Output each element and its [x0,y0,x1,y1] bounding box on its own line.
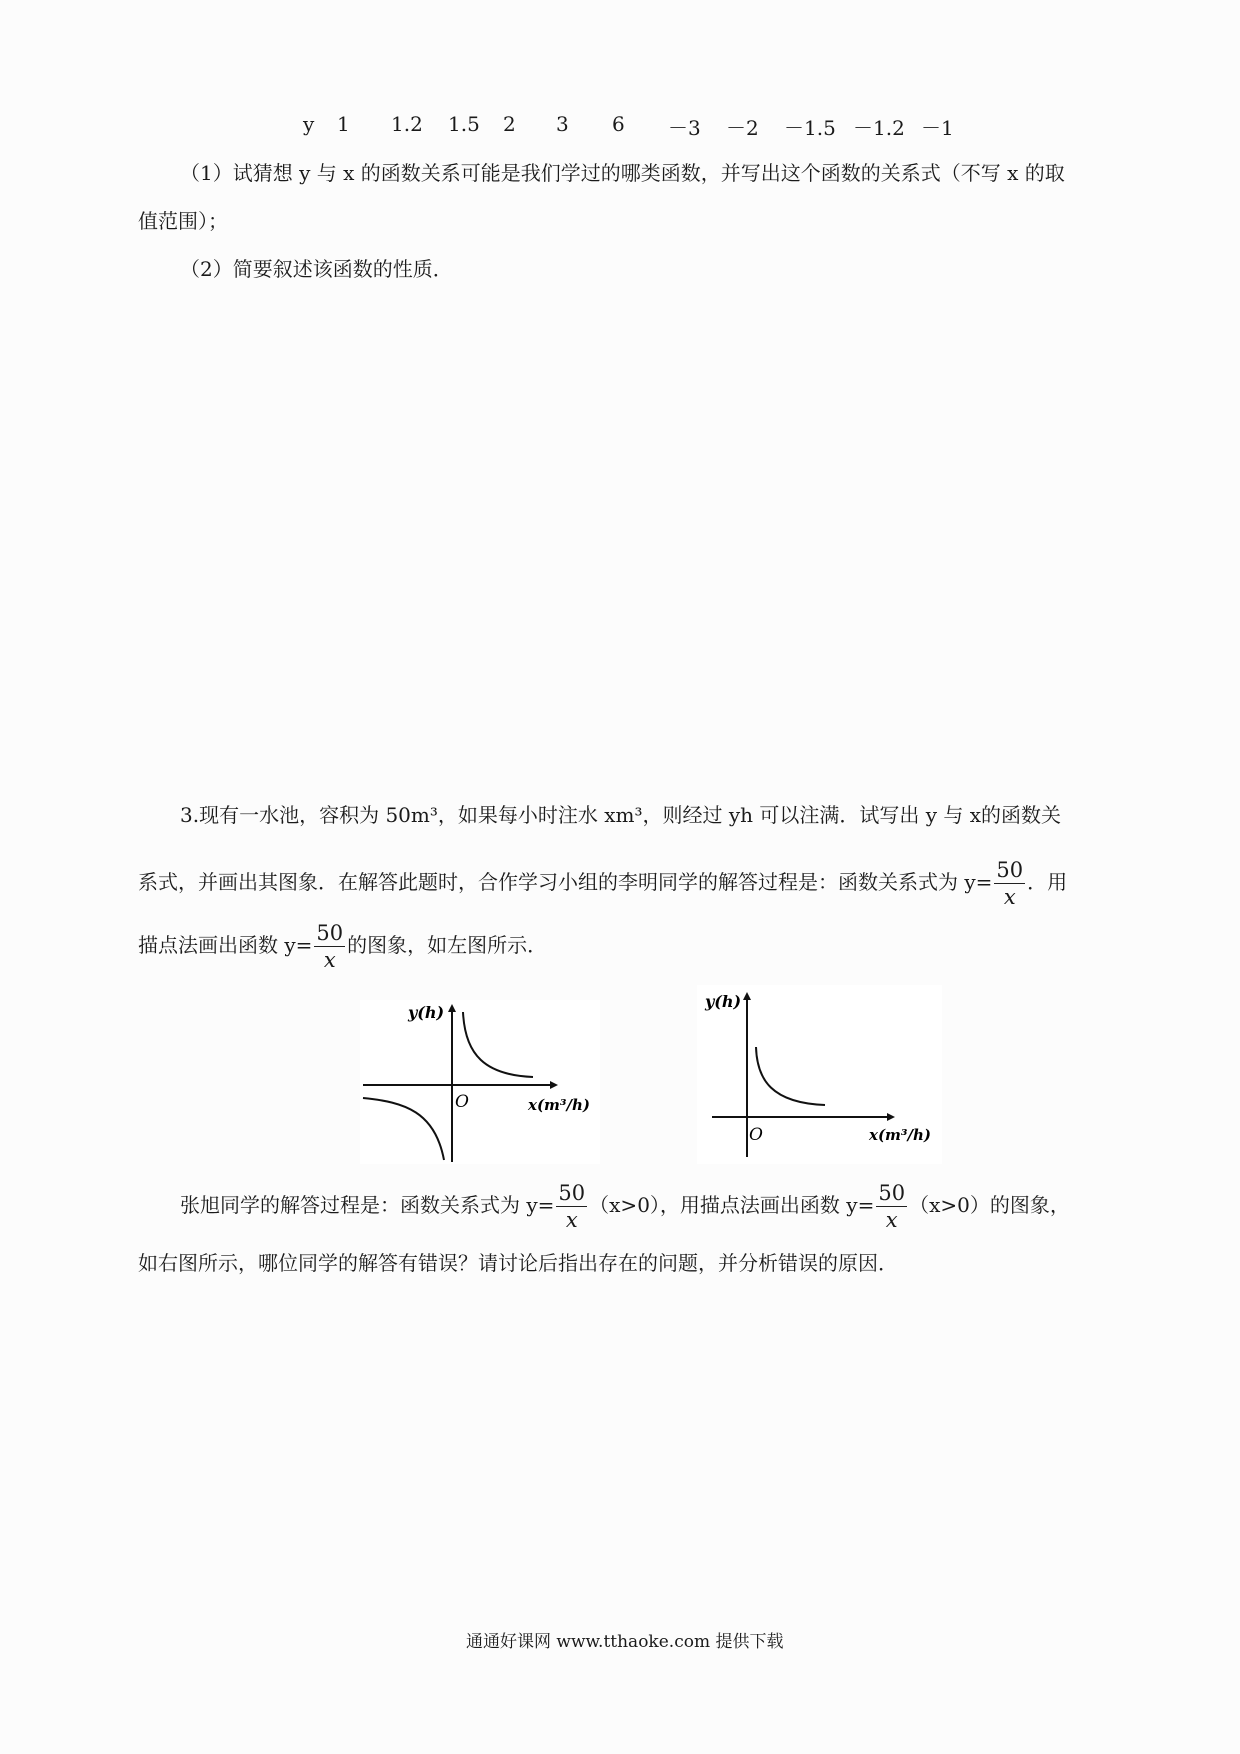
fraction-50-over-x [314,920,345,973]
row-label: y [303,112,315,136]
y-value: 6 [612,112,625,136]
fraction-denominator: x [565,1208,578,1232]
fraction-denominator: x [885,1208,898,1232]
q3-line4 [180,1175,1070,1235]
fraction-numerator: 50 [316,921,344,945]
origin-label: O [455,1092,469,1112]
q3-line3-text: 描点法画出函数 y= [138,933,313,957]
origin-label: O [749,1125,763,1145]
fraction-50-over-x [556,1180,587,1233]
x-axis-arrow [887,1113,895,1121]
fraction-denominator: x [1003,885,1016,909]
q3-line2 [138,852,1067,912]
y-value: 1.2 [391,112,423,136]
y-axis-arrow [448,1004,456,1012]
hyperbola-branch-first-quadrant [463,1012,533,1077]
fraction-numerator: 50 [878,1181,906,1205]
y-value: 1.5 [448,112,480,136]
q3-line3-end: 的图象，如左图所示． [347,933,548,957]
q3-line4-end: （x>0）的图象， [909,1193,1070,1217]
x-axis-arrow [550,1081,558,1089]
y-value: －1.5 [784,116,836,140]
x-axis-label: x(m³/h) [869,1126,931,1144]
y-value: 2 [503,112,516,136]
y-value: －1 [921,116,954,140]
right-graph-figure [697,985,942,1164]
fraction-numerator: 50 [996,858,1024,882]
q3-line5: 如右图所示，哪位同学的解答有错误？请讨论后指出存在的问题，并分析错误的原因． [138,1251,898,1275]
q2-part1-line2: 值范围）； [138,209,228,233]
hyperbola-branch-first-quadrant [756,1047,825,1105]
fraction-denominator: x [323,948,336,972]
q3-line4-text: 张旭同学的解答过程是：函数关系式为 y= [180,1193,555,1217]
y-value: －2 [726,116,759,140]
y-axis-arrow [743,992,751,1000]
q2-part1-line1: （1）试猜想 y 与 x 的函数关系可能是我们学过的哪类函数，并写出这个函数的关系式（不写 x 的取 [180,161,1065,185]
page-footer: 通通好课网 www.tthaoke.com 提供下载 [466,1632,784,1652]
q3-line1: 3.现有一水池，容积为 50m³，如果每小时注水 xm³，则经过 yh 可以注满．试写出 y 与 x的函数关 [180,803,1062,827]
left-graph-figure [360,1000,600,1164]
y-axis-label: y(h) [705,992,742,1011]
y-value: －1.2 [853,116,905,140]
y-value: 1 [337,112,350,136]
fraction-numerator: 50 [558,1181,586,1205]
q3-line4-mid: （x>0），用描点法画出函数 y= [589,1193,875,1217]
fraction-50-over-x [994,857,1025,910]
y-value: 3 [556,112,569,136]
q2-part2: （2）简要叙述该函数的性质． [180,257,453,281]
q3-line2-text: 系式，并画出其图象．在解答此题时，合作学习小组的李明同学的解答过程是：函数关系式为 y= [138,870,993,894]
hyperbola-branch-third-quadrant [363,1098,444,1160]
y-value: －3 [668,116,701,140]
x-axis-label: x(m³/h) [528,1096,590,1114]
q3-line2-end: ．用 [1027,870,1068,894]
y-axis-label: y(h) [408,1003,445,1022]
fraction-50-over-x [876,1180,907,1233]
q3-line3 [138,915,547,975]
